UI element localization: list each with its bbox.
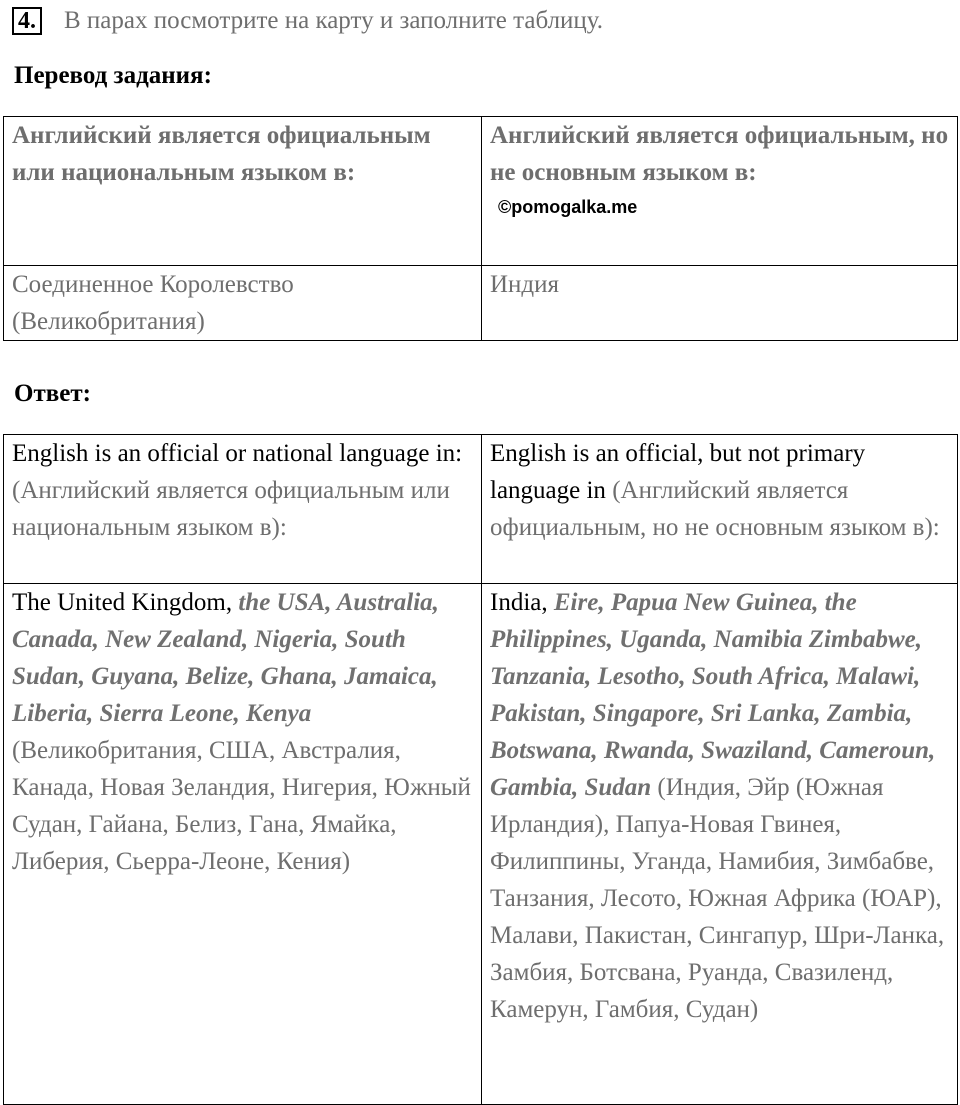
answer-header-right-ru: (Английский является официальным, но не основным языком в): (490, 477, 940, 541)
translation-table (3, 116, 958, 341)
translation-row-left: Соединенное Королевство (Великобритания) (4, 266, 482, 341)
answer-header-left-ru: (Английский является официальным или национальным языком в): (12, 477, 450, 541)
answer-left-given: The United Kingdom, (12, 589, 233, 616)
translation-header-right (482, 117, 958, 266)
answer-right-countries: Eire, Papua New Guinea, the Philippines, Uganda, Namibia Zimbabwe, Tanzania, Lesotho, South Africa, Malawi, Pakistan, Singapore, Sri Lanka, Zambia, Botswana, Rwanda, Swaziland, Cameroun, Gambia, Sudan (490, 589, 936, 801)
answer-body-right (482, 584, 958, 1105)
answer-left-countries: the USA, Australia, Canada, New Zealand, Nigeria, South Sudan, Guyana, Belize, Ghana, Jamaica, Liberia, Sierra Leone, Kenya (12, 589, 439, 727)
answer-body-left (4, 584, 482, 1105)
translation-header-left-text: Английский является официальным или национальным языком в: (12, 122, 431, 186)
answer-table (3, 434, 958, 1105)
translation-heading: Перевод задания: (14, 62, 212, 89)
answer-header-right (482, 435, 958, 584)
answer-heading: Ответ: (14, 380, 91, 407)
task-line (12, 4, 603, 38)
translation-header-left (4, 117, 482, 266)
watermark: ©pomogalka.me (498, 197, 638, 217)
translation-header-right-text: Английский является официальным, но не основным языком в: (490, 122, 949, 186)
answer-right-given: India, (490, 589, 548, 616)
answer-right-translation: (Индия, Эйр (Южная Ирландия), Папуа-Новая Гвинея, Филиппины, Уганда, Намибия, Зимбабве, Танзания, Лесото, Южная Африка (ЮАР), Малави, Пакистан, Сингапур, Шри-Ланка, Замбия, Ботсвана, Руанда, Свазиленд, Камерун, Гамбия, Судан) (490, 774, 945, 1023)
translation-row-right: Индия (482, 266, 958, 341)
answer-header-left (4, 435, 482, 584)
answer-header-left-en: English is an official or national language in: (12, 440, 463, 467)
answer-header-right-en: English is an official, but not primary language in (490, 440, 866, 504)
answer-left-translation: (Великобритания, США, Австралия, Канада, Новая Зеландия, Нигерия, Южный Судан, Гайана, Белиз, Гана, Ямайка, Либерия, Сьерра-Леоне, Кения) (12, 737, 471, 875)
task-instruction: В парах посмотрите на карту и заполните таблицу. (64, 7, 604, 34)
task-number-box: 4. (12, 7, 42, 35)
